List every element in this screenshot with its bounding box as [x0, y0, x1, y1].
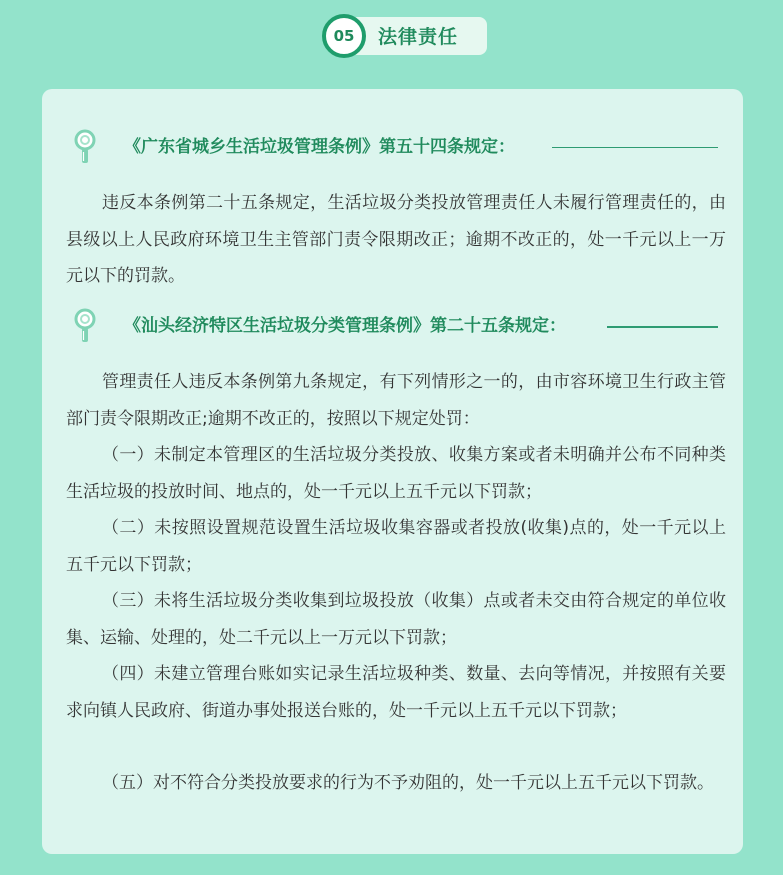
law-2-paragraph-2: （一）未制定本管理区的生活垃圾分类投放、收集方案或者未明确并公布不同种类生活垃圾的投放时间、地点的，处一千元以上五千元以下罚款；	[66, 445, 726, 502]
law-2-paragraph-6: （五）对不符合分类投放要求的行为不予劝阻的，处一千元以上五千元以下罚款。	[102, 773, 714, 793]
law-title-2: 《汕头经济特区生活垃圾分类管理条例》第二十五条规定：	[124, 316, 566, 336]
law-heading-1	[72, 129, 722, 165]
law-2-paragraph-1: 管理责任人违反本条例第九条规定，有下列情形之一的，由市容环境卫生行政主管部门责令限期改正;逾期不改正的，按照以下规定处罚：	[66, 372, 726, 429]
law-2-paragraph-5: （四）未建立管理台账如实记录生活垃圾种类、数量、去向等情况，并按照有关要求向镇人民政府、街道办事处报送台账的，处一千元以上五千元以下罚款；	[66, 664, 726, 721]
magnifier-pin-icon	[72, 308, 98, 346]
law-title-1: 《广东省城乡生活垃圾管理条例》第五十四条规定：	[124, 137, 515, 157]
law-1-paragraph-1: 违反本条例第二十五条规定，生活垃圾分类投放管理责任人未履行管理责任的，由县级以上人民政府环境卫生主管部门责令限期改正；逾期不改正的，处一千元以上一万元以下的罚款。	[66, 193, 726, 286]
section-header	[322, 14, 492, 58]
content-card	[42, 89, 743, 854]
section-title: 法律责任	[378, 26, 459, 48]
section-number-badge: 05	[322, 14, 366, 58]
law-2-paragraph-3: （二）未按照设置规范设置生活垃圾收集容器或者投放(收集)点的，处一千元以上五千元以下罚款；	[66, 518, 726, 575]
magnifier-pin-icon	[72, 129, 98, 167]
divider-line	[607, 326, 718, 328]
law-heading-2	[72, 308, 722, 344]
divider-line	[552, 147, 718, 148]
law-2-paragraph-4: （三）未将生活垃圾分类收集到垃圾投放（收集）点或者未交由符合规定的单位收集、运输、处理的，处二千元以上一万元以下罚款；	[66, 591, 726, 648]
